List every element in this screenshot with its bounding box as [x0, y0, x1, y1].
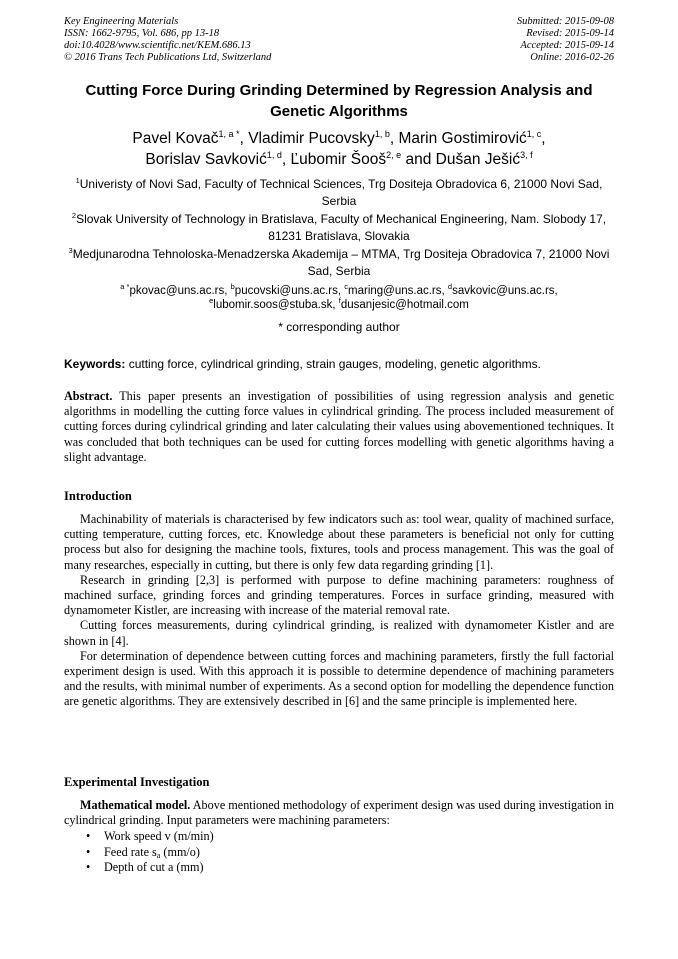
journal-doi: doi:10.4028/www.scientific.net/KEM.686.13 — [64, 40, 251, 51]
paragraph-text: Above mentioned methodology of experiment design was used during investigation in cylindrical grinding. Input parameters were machining parameters: — [64, 798, 614, 828]
author-name: Ľubomir Šooš — [290, 151, 387, 168]
email-mark: f — [338, 296, 341, 305]
affiliation-text: Medjunarodna Tehnoloska-Menadzerska Akademija – MTMA, Trg Dositeja Obradovica 7, 21000 Novi Sad, Serbia — [72, 247, 610, 278]
experimental-body — [64, 798, 614, 828]
date-accepted: Accepted: 2015-09-14 — [520, 40, 614, 51]
list-item — [64, 829, 614, 845]
keywords — [64, 357, 614, 371]
keywords-text: cutting force, cylindrical grinding, strain gauges, modeling, genetic algorithms. — [125, 357, 541, 371]
bullet-icon: • — [86, 860, 91, 874]
list-item-text: Feed rate s — [104, 844, 157, 859]
email-link[interactable]: pkovac@uns.ac.rs, — [129, 285, 228, 297]
journal-issn: ISSN: 1662-9795, Vol. 686, pp 13-18 — [64, 28, 220, 39]
list-item-text: Depth of cut a (mm) — [104, 860, 204, 874]
paragraph: Cutting forces measurements, during cylindrical grinding, is realized with dynamometer Kistler and are shown in [4]. — [64, 618, 614, 648]
paragraph: Machinability of materials is characterised by few indicators such as: tool wear, quality of machined surface, cutting temperature, cutting forces, etc. Knowledge about these parameters is beneficial not only for cutting process but also for designing the machine tools, fixtures, tools and process management. This was the goal of many researches, especially in cutting, but there is only few data regarding grinding [1]. — [64, 512, 614, 572]
email-mark: c — [344, 282, 349, 291]
email-mark: d — [447, 282, 453, 291]
email-link[interactable]: savkovic@uns.ac.rs, — [452, 285, 558, 297]
author-conjunction: and — [405, 151, 432, 168]
paragraph: For determination of dependence between cutting forces and machining parameters, firstly the full factorial experiment design is used. With this approach it is possible to determine dependence of machining parameters and the results, with minimal number of experiments. As a second option for modelling the dependence function are genetic algorithms. They are extensively described in [6] and the same principle is implemented here. — [64, 648, 614, 709]
subsection-label: Mathematical model. — [80, 798, 191, 812]
email-mark: e — [209, 296, 214, 305]
affiliation-mark: 1 — [75, 176, 80, 185]
abstract-label: Abstract. — [64, 389, 113, 403]
affiliation-mark: 3 — [68, 246, 73, 255]
author-emails — [64, 284, 614, 312]
author-affiliation-mark: 1, c — [526, 129, 542, 139]
journal-copyright: © 2016 Trans Tech Publications Ltd, Switzerland — [64, 52, 272, 63]
affiliation-text: Univeristy of Novi Sad, Faculty of Technical Sciences, Trg Dositeja Obradovica 6, 21000 Novi Sad, Serbia — [79, 177, 603, 208]
list-item — [64, 845, 614, 861]
email-link[interactable]: pucovski@uns.ac.rs, — [234, 285, 342, 297]
section-heading-introduction: Introduction — [64, 489, 132, 503]
affiliation-3 — [64, 246, 614, 280]
email-link[interactable]: maring@uns.ac.rs, — [348, 285, 445, 297]
section-heading-experimental: Experimental Investigation — [64, 775, 210, 789]
email-mark: a * — [120, 282, 130, 291]
bullet-icon: • — [86, 844, 91, 859]
list-item-text: (mm/o) — [160, 844, 200, 859]
author-line-1: Pavel Kovač$^{1, a *}$, Vladimir Pucovsky$^{1, b}$, Marin Gostimirović$^{1, c}$, — [132, 129, 546, 147]
author-name: Marin Gostimirović — [398, 130, 527, 147]
bullet-icon: • — [86, 829, 91, 843]
email-link[interactable]: lubomir.soos@stuba.sk, — [213, 299, 336, 311]
author-name: Dušan Ješić — [435, 151, 521, 168]
journal-name: Key Engineering Materials — [64, 16, 179, 27]
affiliation-2 — [64, 211, 614, 245]
paper-title: Cutting Force During Grinding Determined by Regression Analysis and Genetic Algorithms — [85, 82, 593, 120]
paragraph — [64, 798, 614, 828]
affiliation-text: Slovak University of Technology in Bratislava, Faculty of Mechanical Engineering, Nam. Slobody 17, 81231 Bratislava, Slovakia — [76, 212, 607, 243]
date-revised: Revised: 2015-09-14 — [526, 28, 614, 39]
email-link[interactable]: dusanjesic@hotmail.com — [340, 299, 469, 311]
author-name: Borislav Savković — [145, 151, 267, 168]
paragraph: Research in grinding [2,3] is performed with purpose to define machining parameters: roughness of machined surface, grinding forces and grinding temperatures. Forces in surface grinding, measured with dynamometer Kistler, are increasing with increase of the material removal rate. — [64, 572, 614, 618]
subscript: a — [156, 850, 161, 860]
parameter-list — [64, 829, 614, 876]
email-line-2 — [64, 298, 614, 312]
introduction-body — [64, 512, 614, 710]
journal-info — [64, 16, 271, 64]
affiliation-mark: 2 — [71, 211, 77, 220]
author-affiliation-mark: 1, b — [374, 129, 390, 139]
list-item — [64, 860, 614, 876]
date-online: Online: 2016-02-26 — [530, 52, 614, 63]
abstract-text: This paper presents an investigation of possibilities of using regression analysis and genetic algorithms in modelling the cutting force values in cylindrical grinding. The process included measurement of cutting forces during cylindrical grinding and later calculating their values using abovementioned techniques. It was concluded that both techniques can be used for cutting forces modelling with genetic algorithms having a slight advantage. — [64, 389, 614, 464]
author-affiliation-mark: 1, d — [266, 150, 282, 160]
author-name: Pavel Kovač — [132, 130, 219, 147]
author-affiliation-mark: 2, e — [386, 150, 402, 160]
keywords-label: Keywords: — [64, 357, 126, 371]
author-affiliation-mark: 1, a * — [218, 129, 240, 139]
date-submitted: Submitted: 2015-09-08 — [516, 16, 614, 27]
abstract — [64, 389, 614, 465]
author-line-2: Borislav Savković$^{1, d}$, Ľubomir Šooš$^{2, e}$ and Dušan Ješić$^{3, f}$ — [145, 150, 533, 168]
email-mark: b — [230, 282, 235, 291]
author-affiliation-mark: 3, f — [520, 150, 533, 160]
author-name: Vladimir Pucovsky — [248, 130, 375, 147]
list-item-text: Work speed v (m/min) — [104, 829, 214, 843]
corresponding-author-note: * corresponding author — [278, 320, 400, 334]
publication-dates — [517, 16, 614, 64]
author-list — [64, 128, 614, 170]
affiliation-1 — [64, 176, 614, 210]
